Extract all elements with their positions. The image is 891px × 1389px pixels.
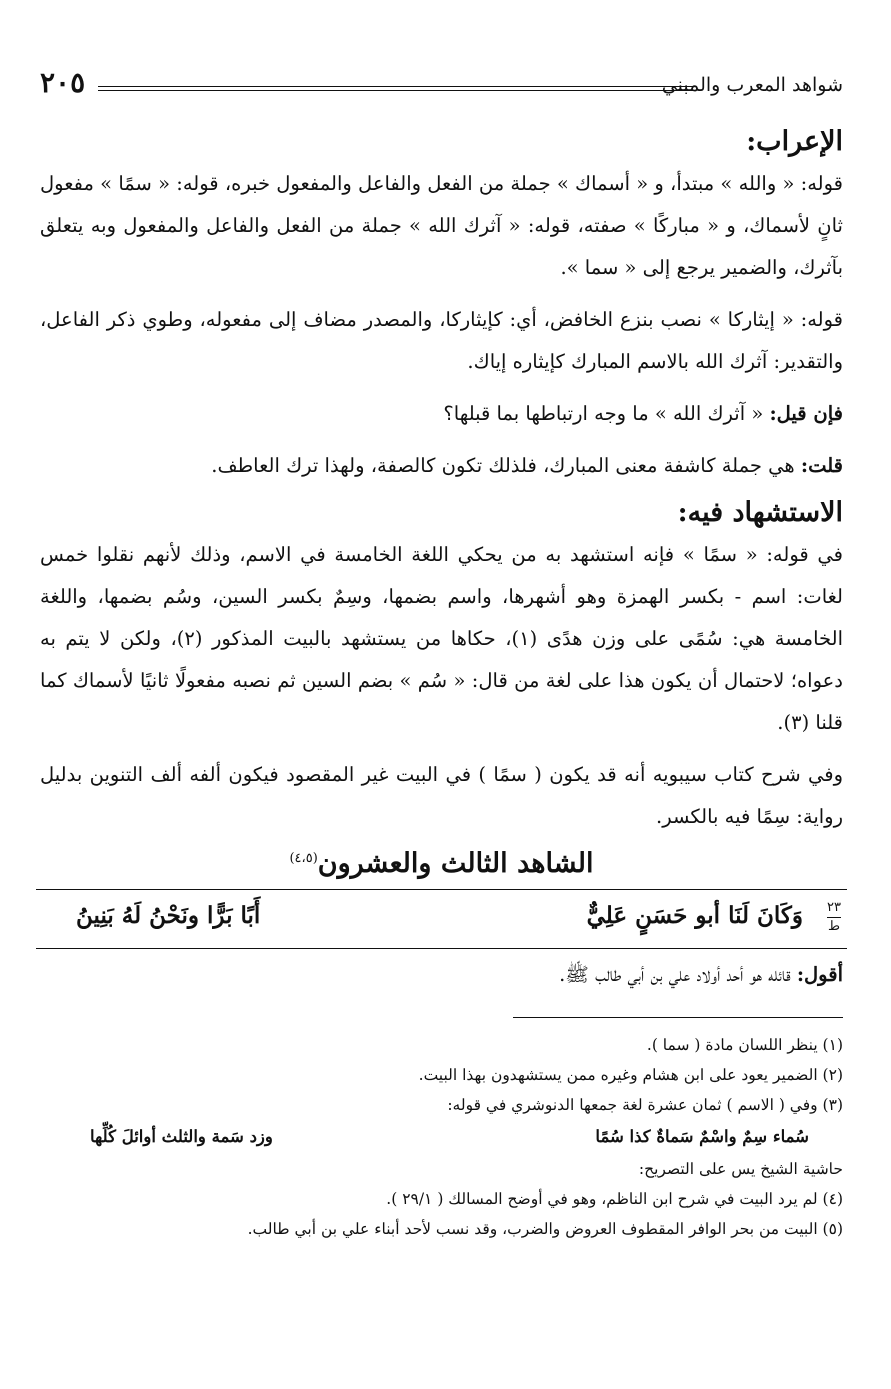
istishhad-paragraph-1: في قوله: « سمًا » فإنه استشهد به من يحكي اللغة الخامسة في الاسم، وذلك لأنهم نقلوا خمس لغات: اسم - بكسر الهمزة وهو أشهرها، واسم بضمها، وسِمٌ بكسر السين، وسُم بضمها، واللغة الخامسة هي: سُمًى على وزن هدًى (١)، حكاها من يستشهد بالبيت المذكور (٢)، ولكن لا يتم به دعواه؛ لاحتمال أن يكون هذا على لغة من قال: « سُم » بضم السين ثم نصبه مفعولًا ثانيًا لأسماك كما قلنا (٣). — [40, 543, 843, 734]
footnote-rule — [513, 1017, 843, 1018]
footnote-2: (٢) الضمير يعود على ابن هشام وغيره ممن يستشهدون بهذا البيت. — [418, 1066, 843, 1084]
speaker-lead: أقول: — [796, 963, 843, 986]
shahid-title — [40, 848, 843, 879]
verse-meter: ط — [828, 919, 841, 934]
page-header — [40, 62, 843, 108]
answer-lead: قلت: — [800, 454, 843, 477]
page-number: ٢٠٥ — [40, 66, 86, 99]
verse-hemistich-1: وَكَانَ لَنَا أبو حَسَنٍ عَلِيٌّ — [586, 902, 803, 929]
footnote-3-verse-second-half: وزد سَمة والثلث أوائلَ كُلِّها — [90, 1127, 273, 1146]
running-title: شواهد المعرب والمبني — [661, 74, 843, 96]
answer-text: هي جملة كاشفة معنى المبارك، فلذلك تكون كالصفة، ولهذا ترك العاطف. — [211, 454, 801, 477]
question-text: « آثرك الله » ما وجه ارتباطها بما قبلها؟ — [443, 402, 770, 425]
verse-number-value: ٢٣ — [827, 900, 841, 915]
verse-box — [36, 889, 847, 949]
istishhad-paragraph-2: وفي شرح كتاب سيبويه أنه قد يكون ( سمًا ) في البيت غير المقصود فيكون ألفه ألف التنوين بدليل رواية: سِمًا فيه بالكسر. — [40, 763, 843, 828]
footnote-4: (٤) لم يرد البيت في شرح ابن الناظم، وهو في أوضح المسالك ( ٢٩/١ ). — [386, 1190, 843, 1208]
speaker-text: قائله هو أحد أولاد علي بن أبي طالب ﷺ. — [559, 963, 797, 986]
irab-paragraph-1: قوله: « والله » مبتدأ، و « أسماك » جملة من الفعل والفاعل والمفعول خبره، قوله: « سمًا » مفعول ثانٍ لأسماك، و « مباركًا » صفته، قوله: « آثرك الله » جملة من الفعل والفاعل والمفعول وبه يتعلق بآثرك، والضمير يرجع إلى « سما ». — [40, 172, 843, 279]
verse-hemistich-2: أَبًا بَرًّا ونَحْنُ لَهُ بَنِينُ — [76, 902, 261, 929]
footnote-3-verse — [40, 1120, 843, 1154]
shahid-title-footnote-ref: (٤،٥) — [289, 851, 318, 866]
verse-number-bar — [827, 917, 841, 918]
footnote-5: (٥) البيت من بحر الوافر المقطوف العروض والضرب، وقد نسب لأحد أبناء علي بن أبي طالب. — [247, 1220, 843, 1238]
footnote-1: (١) ينظر اللسان مادة ( سما ). — [646, 1036, 843, 1054]
question-paragraph — [40, 393, 843, 435]
footnote-3: (٣) وفي ( الاسم ) ثمان عشرة لغة جمعها الدنوشري في قوله: — [447, 1096, 843, 1114]
irab-paragraph-2: قوله: « إيثاركا » نصب بنزع الخافض، أي: كإيثاركا، والمصدر مضاف إلى مفعوله، وطوي ذكر الفاعل، والتقدير: آثرك الله بالاسم المبارك كإيثاره إياك. — [40, 308, 843, 373]
shahid-title-text: الشاهد الثالث والعشرون — [317, 848, 594, 879]
footnotes — [40, 1030, 843, 1244]
footnote-3-verse-first-half: سُماء سِمٌ واسْمٌ سَماةٌ كذا سُمًا — [595, 1127, 809, 1146]
answer-paragraph — [40, 445, 843, 487]
hashiya-note: حاشية الشيخ يس على التصريح: — [638, 1160, 843, 1178]
irab-heading: الإعراب: — [746, 126, 843, 157]
question-lead: فإن قيل: — [769, 402, 843, 425]
header-rule — [98, 86, 693, 91]
speaker-paragraph — [40, 963, 843, 991]
verse-number — [827, 900, 841, 935]
istishhad-heading: الاستشهاد فيه: — [677, 497, 843, 528]
